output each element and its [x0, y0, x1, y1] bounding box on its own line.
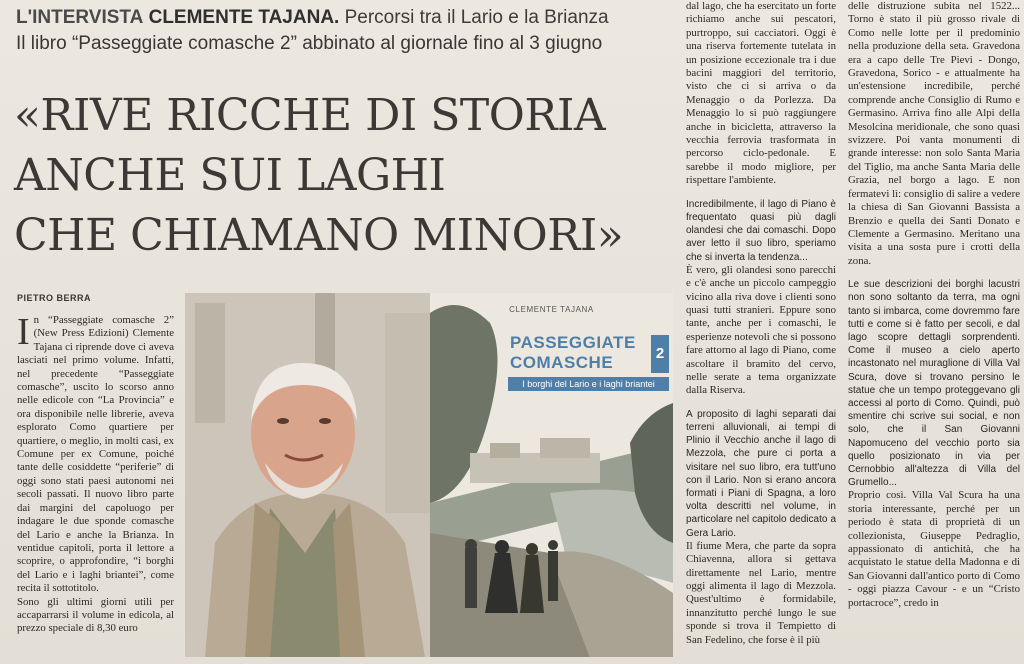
- headline-line-2: ANCHE SUI LAGHI: [14, 150, 446, 201]
- column-1-paragraph-1: n “Passeggiate comasche 2” (New Press Edizioni) Clemente Tajana ci riprende dove ci aveva lasciati nel primo volume. Infatti, nel precedente “Passeggiate comasche”, uscito lo scorso anno nelle edicole con “La Provincia” e ora disponibile nelle librerie, aveva esplorato Como quartiere per quartiere, o meglio, in molti casi, ex Comune per ex Comune, poiché tante delle cosiddette “periferie” di oggi sono stati paesi autonomi nei secoli passati. Il nuovo libro parte dai margini del capoluogo per indagare le due sponde comasche del Lario e anche la Brianza. In ventidue capitoli, porta il lettore a scoprire, o approfondire, “i borghi del Lario e i laghi briantei”, come recita il sottotitolo.: [17, 314, 174, 595]
- column-2-question-2: A proposito di laghi separati dai terreni alluvionali, ai tempi di Plinio il Vecchio anche il lago di Mezzola, che pure ci porta a visitare nel suo libro, era tutt'uno con il Lario. Non si erano ancora formati i Piani di Spagna, a loro volta descritti nel volume, in particolare nel capitolo dedicato a Gera Lario.: [686, 408, 836, 539]
- column-2-paragraph-1: dal lago, che ha esercitato un forte richiamo anche sui pescatori, purtroppo, sui cacciatori. Oggi è una riserva fortemente tutelata in un posizione eccezionale tra i due bacini maggiori del territorio, visto che ci si arriva o da Menaggio o da Porlezza. Da Menaggio lo si può raggiungere anche in bicicletta, attraverso la vecchia ferrovia trasformata in percorso ciclo-pedonale. E sarebbe il modo migliore, per rispettare l'ambiente.: [686, 0, 836, 187]
- book-volume-number: 2: [651, 335, 669, 373]
- kicker-subline: Il libro “Passeggiate comasche 2” abbinato al giornale fino al 3 giugno: [16, 33, 603, 54]
- article-column-1: [17, 311, 174, 636]
- kicker: [16, 6, 676, 29]
- column-3-paragraph-2: Proprio così. Villa Val Scura ha una storia interessante, perché per un periodo è stata di proprietà di un collezionista, Giuseppe Pedraglio, appassionato di antichità, che ha acquistato le statue della Madonna e di San Giovanni dall'antico porto di Como - oggi piazza Cavour - e un “Cristo portacroce”, credo in: [848, 489, 1020, 609]
- kicker-name: CLEMENTE TAJANA.: [148, 7, 340, 28]
- column-2-paragraph-3: Il fiume Mera, che parte da sopra Chiavenna, allora si gettava direttamente nel Lario, mentre oggi alimenta il lago di Mezzola. Quest'ultimo è formidabile, innanzitutto perché lungo le sue sponde si trova il Tempietto di San Fedelino, che forse è il più: [686, 539, 836, 646]
- book-author: CLEMENTE TAJANA: [509, 305, 594, 314]
- article-column-3: [848, 0, 1020, 610]
- book-title-line-1: PASSEGGIATE: [510, 333, 636, 352]
- kicker-topic: Percorsi tra il Lario e la Brianza: [344, 7, 609, 28]
- column-2-question-1: Incredibilmente, il lago di Piano è frequentato quasi più dagli olandesi che dai comaschi. Dopo aver letto il suo libro, speriamo che si inverta la tendenza...: [686, 198, 836, 263]
- headline-line-3: CHE CHIAMANO MINORI»: [14, 210, 624, 261]
- kicker-section: L'INTERVISTA: [16, 7, 144, 28]
- column-3-paragraph-1: delle distruzione subita nel 1522... Torno è stato il più grosso rivale di Como nelle lotte per il predominio nella produzione della seta. Gravedona era a capo delle Tre Pievi - Dongo, Gravedona, Sorico - e attualmente ha un'estensione incredibile, perché comprende anche Consiglio di Rumo e Germasino. Arriva fino alle Alpi della Mesolcina meridionale, che sono quasi svizzere. Poi vanta monumenti di grande interesse: non solo Santa Maria del Tiglio, ma anche Santa Maria delle Grazia, nel borgo a lago. E non fermatevi lì: consiglio di salire a vedere la chiesa di San Giovanni Bassista a Brenzio e quella dei Santi Donato e Clemente a Germasino. Meritano una visita a una sosta pure i crotti della zona.: [848, 0, 1020, 267]
- portrait-photo: [185, 293, 430, 657]
- headline: [14, 86, 680, 266]
- portrait-illustration: [185, 293, 430, 657]
- byline: PIETRO BERRA: [17, 293, 92, 303]
- book-title-line-2: COMASCHE: [510, 353, 614, 372]
- column-1-paragraph-2: Sono gli ultimi giorni utili per accaparrarsi il volume in edicola, al prezzo speciale di 8,30 euro: [17, 595, 174, 635]
- drop-cap: I: [17, 311, 30, 353]
- book-subtitle: I borghi del Lario e i laghi briantei: [508, 377, 669, 391]
- headline-line-1: «RIVE RICCHE DI STORIA: [14, 90, 606, 141]
- column-2-paragraph-2: È vero, gli olandesi sono parecchi e c'è anche un piccolo campeggio vicino alla riva dove i clienti sono quasi tutti stranieri. Eppure sono tante, anche per i comaschi, le esperienze notevoli che si possono fare attorno al lago di Piano, come ascoltare il bramito del cervo, nelle serate a tema organizzate dalla Riserva.: [686, 263, 836, 397]
- book-cover: [430, 293, 673, 657]
- column-3-question-1: Le sue descrizioni dei borghi lacustri non sono soltanto da terra, ma ogni tanto si imbarca, come dovremmo fare tutti e come si è fatto per secoli, e dal lago scopre dettagli sorprendenti. Come il museo a cielo aperto incastonato nel muraglione di Villa Val Scura, dove si trovano persino le statue che un tempo proteggevano gli accessi al porto di Como. Quindi, può smentire chi scrive sui social, e non solo, che il San Giovanni Napomuceno del vecchio porto sia quello posizionato in via per Cernobbio all'altezza di Villa del Grumello...: [848, 279, 1020, 489]
- article-column-2: [686, 0, 836, 647]
